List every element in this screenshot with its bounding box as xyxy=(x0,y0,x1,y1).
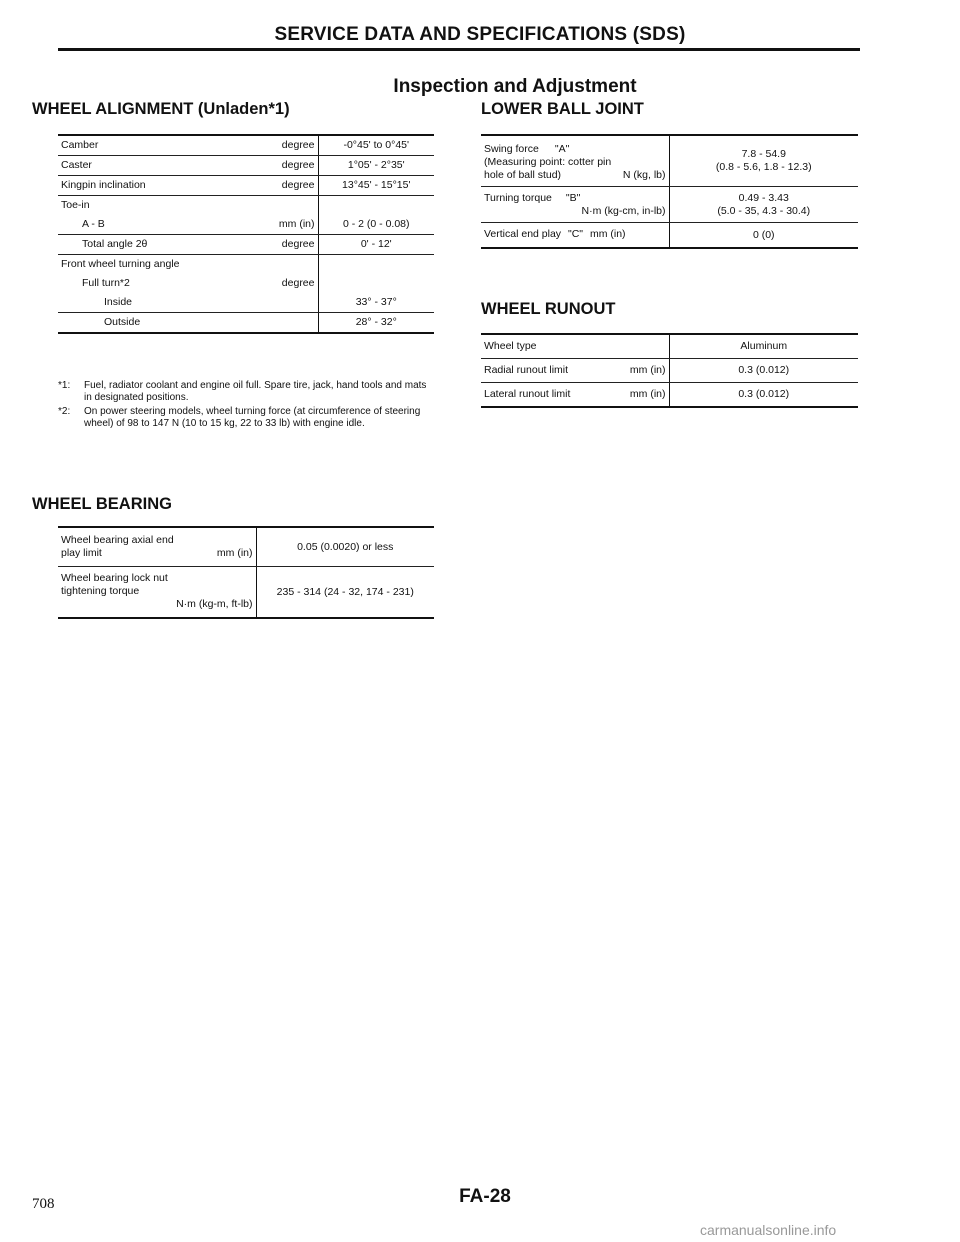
row-unit: mm (in) xyxy=(629,364,666,376)
page-code: FA-28 xyxy=(459,1186,511,1207)
row-label-tag: "C" xyxy=(567,228,584,240)
row-label-tag: "B" xyxy=(565,192,581,204)
row-value: 7.8 - 54.9 xyxy=(741,148,786,160)
header-rule xyxy=(58,48,860,51)
row-label-tag: "A" xyxy=(554,143,570,155)
row-value: (0.8 - 5.6, 1.8 - 12.3) xyxy=(715,161,812,173)
row-value: 235 - 314 (24 - 32, 174 - 231) xyxy=(256,567,434,619)
table-row xyxy=(58,313,434,334)
row-label: Vertical end play xyxy=(484,228,562,240)
row-label: Wheel bearing lock nut xyxy=(61,572,168,584)
wheel-bearing-table xyxy=(58,526,434,619)
row-label: Full turn*2 xyxy=(82,277,130,289)
row-unit: N·m (kg-cm, in-lb) xyxy=(581,205,666,217)
row-label: Wheel bearing axial end xyxy=(61,534,174,546)
table-row xyxy=(58,196,434,216)
table-row xyxy=(481,334,858,359)
row-label: tightening torque xyxy=(61,585,140,597)
row-label: Lateral runout limit xyxy=(484,388,571,400)
table-row xyxy=(58,235,434,255)
row-unit: mm (in) xyxy=(589,228,626,240)
row-label: Wheel type xyxy=(481,334,669,359)
row-label: Radial runout limit xyxy=(484,364,569,376)
footnote xyxy=(58,406,436,430)
table-row xyxy=(481,135,858,187)
lower-ball-joint-table xyxy=(481,134,858,249)
table-row xyxy=(58,293,434,313)
row-unit: mm (in) xyxy=(216,547,253,559)
row-value: 0.49 - 3.43 xyxy=(738,191,789,204)
row-value: 0.05 (0.0020) or less xyxy=(256,527,434,567)
row-unit: degree xyxy=(281,277,315,289)
table-row xyxy=(58,567,434,619)
row-label: Total angle 2θ xyxy=(82,238,148,250)
row-value: 0.3 (0.012) xyxy=(669,359,858,383)
row-label: Front wheel turning angle xyxy=(61,258,180,270)
row-label: Toe-in xyxy=(61,199,90,211)
row-label: Camber xyxy=(61,139,99,151)
row-value: 13°45' - 15°15' xyxy=(318,176,434,196)
wheel-runout-title: WHEEL RUNOUT xyxy=(481,300,616,318)
footnote-text: On power steering models, wheel turning force (at circumference of steering wheel) of 98 to 147 N (10 to 15 kg, 22 to 33 lb) with engine idle. xyxy=(84,406,421,429)
row-label: Swing force xyxy=(484,143,539,155)
footnote-text: Fuel, radiator coolant and engine oil full. Spare tire, jack, hand tools and mats in designated positions. xyxy=(84,380,427,403)
row-label: (Measuring point: cotter pin xyxy=(484,156,612,168)
row-label: Caster xyxy=(61,159,92,171)
row-unit: mm (in) xyxy=(629,388,666,400)
footnotes xyxy=(58,380,436,430)
row-value: 28° - 32° xyxy=(318,313,434,334)
footnote-mark: *2: xyxy=(58,406,71,417)
table-row xyxy=(58,135,434,156)
lower-ball-joint-title: LOWER BALL JOINT xyxy=(481,100,644,118)
row-unit: degree xyxy=(281,238,315,250)
table-row xyxy=(58,274,434,293)
row-label: Outside xyxy=(104,316,141,328)
row-label: hole of ball stud) xyxy=(484,169,562,181)
row-label: A - B xyxy=(82,218,105,230)
page-number: 708 xyxy=(32,1196,55,1212)
table-row xyxy=(481,223,858,249)
row-label: Inside xyxy=(104,296,133,308)
wheel-bearing-title: WHEEL BEARING xyxy=(32,495,172,513)
row-value: 33° - 37° xyxy=(318,293,434,313)
row-value: 0' - 12' xyxy=(318,235,434,255)
row-unit: degree xyxy=(281,159,315,171)
wheel-alignment-table xyxy=(58,134,434,334)
row-value: -0°45' to 0°45' xyxy=(318,135,434,156)
row-unit: N·m (kg-m, ft-lb) xyxy=(176,598,253,610)
row-unit: degree xyxy=(281,179,315,191)
wheel-runout-table xyxy=(481,333,858,408)
table-row xyxy=(58,156,434,176)
wheel-alignment-title: WHEEL ALIGNMENT (Unladen*1) xyxy=(32,100,290,118)
footnote-mark: *1: xyxy=(58,380,71,391)
row-value: 0 - 2 (0 - 0.08) xyxy=(318,215,434,235)
watermark: carmanualsonline.info xyxy=(700,1222,837,1238)
row-value: 0.3 (0.012) xyxy=(669,383,858,408)
page-subtitle: Inspection and Adjustment xyxy=(393,76,637,97)
table-row xyxy=(481,187,858,223)
row-label: Kingpin inclination xyxy=(61,179,146,191)
table-row xyxy=(58,176,434,196)
row-unit: degree xyxy=(281,139,315,151)
row-unit: N (kg, lb) xyxy=(622,169,666,181)
row-label: play limit xyxy=(61,547,102,559)
page-header-title: SERVICE DATA AND SPECIFICATIONS (SDS) xyxy=(274,24,686,45)
row-value: 1°05' - 2°35' xyxy=(318,156,434,176)
row-value: (5.0 - 35, 4.3 - 30.4) xyxy=(717,204,811,217)
table-row xyxy=(481,359,858,383)
row-label: Turning torque xyxy=(484,192,552,204)
row-value: 0 (0) xyxy=(669,223,858,249)
table-row xyxy=(58,215,434,235)
table-row xyxy=(481,383,858,408)
table-row xyxy=(58,255,434,275)
table-row xyxy=(58,527,434,567)
row-value: Aluminum xyxy=(669,334,858,359)
row-unit: mm (in) xyxy=(278,218,315,230)
footnote xyxy=(58,380,436,404)
